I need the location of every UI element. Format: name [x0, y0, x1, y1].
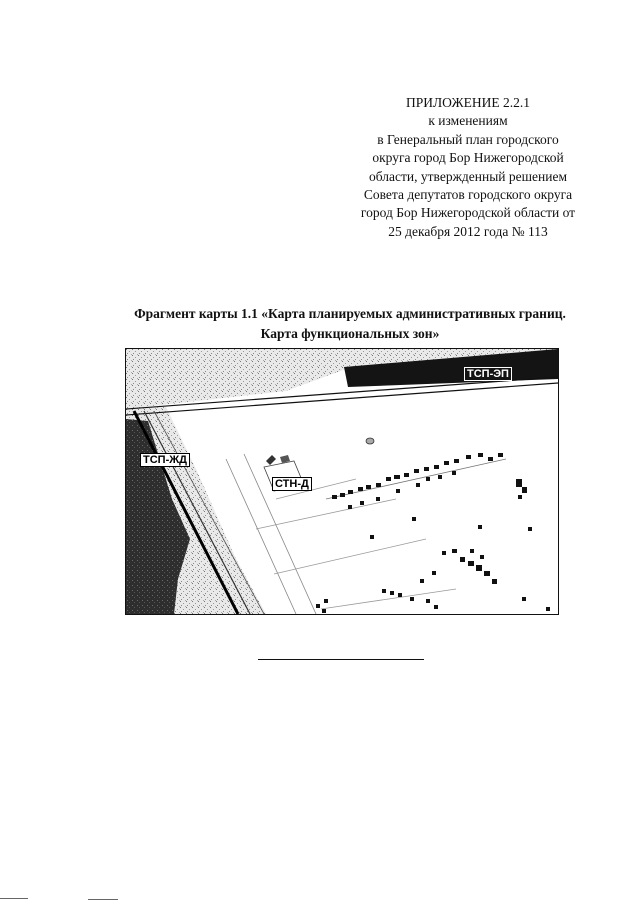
- appendix-line: области, утвержденный решением: [369, 168, 567, 184]
- appendix-title: ПРИЛОЖЕНИЕ 2.2.1: [405, 95, 531, 110]
- map-title: [60, 304, 640, 344]
- appendix-line: город Бор Нижегородской области от: [360, 205, 576, 221]
- map-title-line-2: Карта функциональных зон»: [260, 326, 440, 341]
- appendix-line: к изменениям: [428, 113, 508, 129]
- separator-line: [258, 659, 424, 660]
- map-title-line-1: Фрагмент карты 1.1 «Карта планируемых административных границ.: [134, 306, 566, 321]
- scan-artifact: [88, 899, 118, 900]
- appendix-line: 25 декабря 2012 года № 113: [388, 223, 548, 239]
- appendix-line: округа город Бор Нижегородской: [372, 150, 564, 166]
- appendix-line: Совета депутатов городского округа: [363, 187, 573, 203]
- map-drawing: [126, 349, 558, 614]
- zone-label-stn-d: СТН-Д: [272, 477, 312, 491]
- scan-artifact: [0, 898, 28, 899]
- appendix-header: [300, 94, 636, 241]
- appendix-line: в Генеральный план городского: [377, 131, 559, 147]
- buildings: [316, 453, 550, 613]
- zone-label-tsp-ep: ТСП-ЭП: [464, 367, 512, 381]
- zone-label-tsp-zhd: ТСП-ЖД: [140, 453, 190, 467]
- map-fragment: [125, 348, 559, 615]
